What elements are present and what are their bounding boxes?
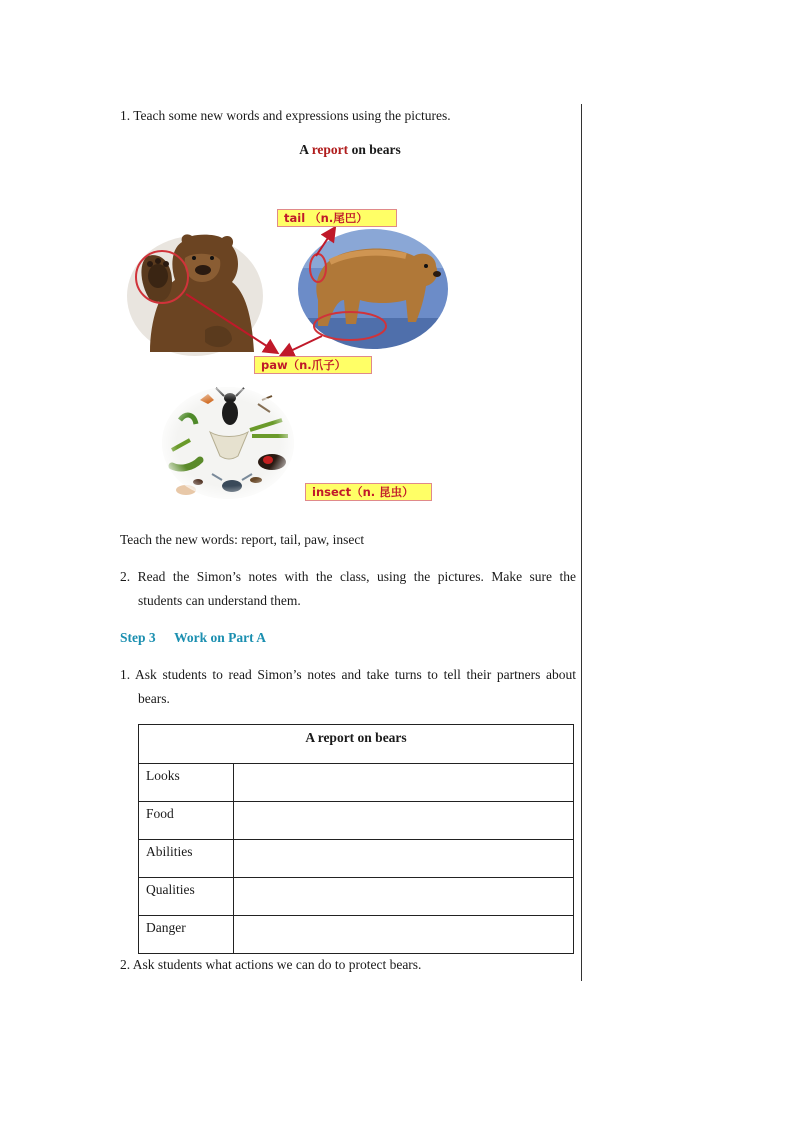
table-row: [139, 764, 574, 802]
table-row: [139, 840, 574, 878]
step-instruction-1-line-1: 1. Ask students to read Simon’s notes and take turns to tell their partners about: [120, 667, 576, 682]
table-title: A report on bears: [139, 725, 574, 764]
row-value-danger: [234, 916, 574, 954]
vocabulary-illustration: [0, 0, 794, 520]
step-number: Step 3: [120, 630, 156, 645]
instruction-1: 1. Teach some new words and expressions using the pictures.: [120, 108, 451, 123]
row-value-qualities: [234, 878, 574, 916]
step-heading: [120, 626, 266, 650]
insects-collage-image: [162, 387, 294, 499]
row-value-food: [234, 802, 574, 840]
instruction-2-line-1: 2. Read the Simon’s notes with the class, using the pictures. Make sure the: [120, 569, 576, 584]
row-label-qualities: Qualities: [139, 878, 234, 916]
report-table: [138, 724, 574, 954]
teach-new-words-line: Teach the new words: report, tail, paw, insect: [120, 532, 365, 547]
row-label-danger: Danger: [139, 916, 234, 954]
title-a: A: [299, 142, 309, 157]
label-paw: paw（n.爪子）: [254, 356, 372, 374]
table-header-row: [139, 725, 574, 764]
arrow-right-paw: [282, 336, 322, 355]
step-instruction-1-line-2: bears.: [138, 691, 170, 706]
table-row: [139, 878, 574, 916]
step-instruction-2: 2. Ask students what actions we can do to protect bears.: [120, 957, 422, 972]
row-value-looks: [234, 764, 574, 802]
step-title: Work on Part A: [174, 630, 267, 645]
row-value-abilities: [234, 840, 574, 878]
label-tail: tail （n.尾巴）: [277, 209, 397, 227]
row-label-looks: Looks: [139, 764, 234, 802]
standing-bear-image: [127, 234, 263, 356]
title-rest: on bears: [351, 142, 401, 157]
title-report: report: [311, 142, 349, 157]
instruction-2-line-2: students can understand them.: [138, 593, 301, 608]
table-row: [139, 802, 574, 840]
row-label-food: Food: [139, 802, 234, 840]
row-label-abilities: Abilities: [139, 840, 234, 878]
table-row: [139, 916, 574, 954]
label-insect: insect（n. 昆虫）: [305, 483, 432, 501]
